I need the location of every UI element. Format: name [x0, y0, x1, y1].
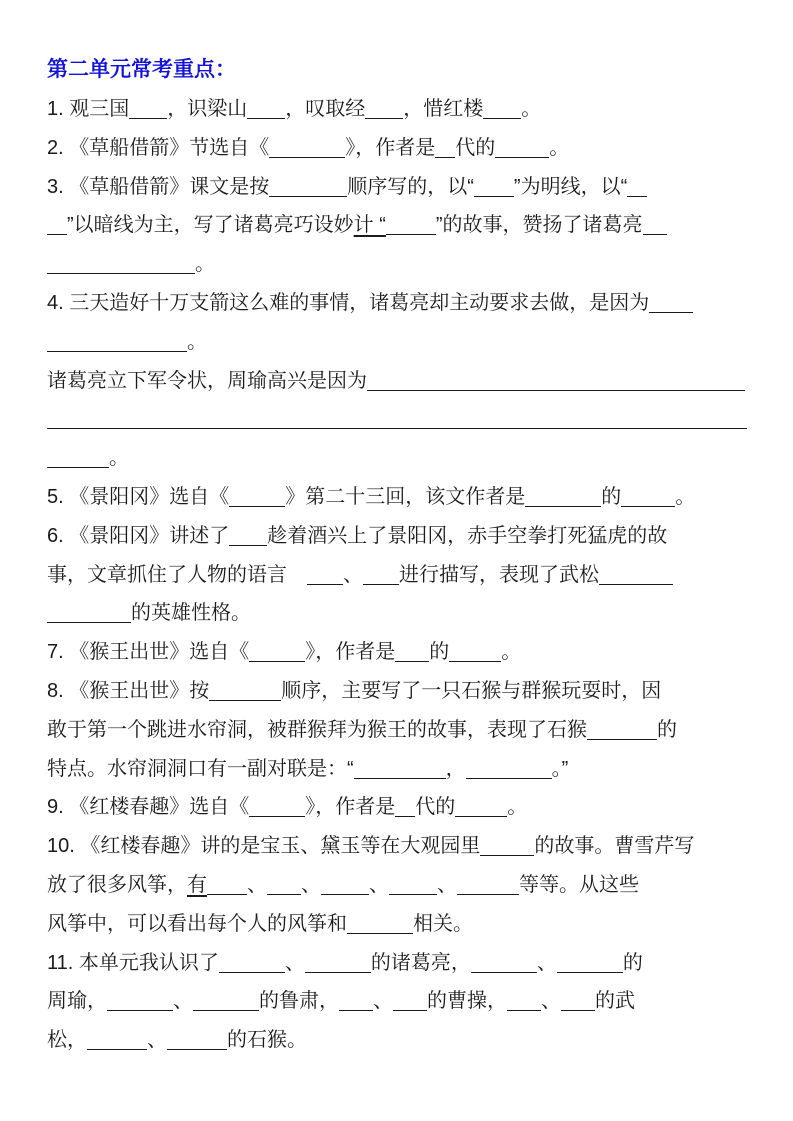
text-run: 8. 《猴王出世》按 [47, 679, 210, 702]
text-run: 代的 [415, 796, 456, 819]
text-run: 进行描写，表现了武松 [399, 563, 599, 586]
text-run: 诸葛亮立下军令状，周瑜高兴是因为 [47, 369, 367, 392]
text-run: 代的 [455, 136, 496, 159]
text-run: 》第二十三回，该文作者是 [285, 485, 526, 508]
question-11-line-2 [47, 982, 747, 1021]
text-run: 的鲁肃， [259, 990, 339, 1013]
fill-blank [389, 893, 437, 895]
text-run: 。 [675, 485, 696, 508]
fill-blank [457, 893, 519, 895]
fill-blank [386, 233, 436, 235]
text-run: 的 [657, 718, 677, 741]
text-run: 、 [147, 1029, 167, 1052]
fill-blank [627, 195, 647, 197]
fill-blank [495, 156, 549, 158]
question-8-line-3 [47, 750, 747, 789]
question-4-line-1 [47, 284, 747, 323]
text-run: ”的故事，赞扬了诸葛亮 [435, 214, 643, 237]
fill-blank [107, 1009, 173, 1011]
text-run: ，惜红楼 [403, 98, 484, 120]
text-run: 。 [501, 641, 522, 664]
fill-blank [561, 1009, 595, 1011]
text-run: 。 [187, 330, 207, 353]
text-run: 的石猴。 [227, 1029, 307, 1052]
text-run: 风筝中，可以看出每个人的风筝和 [47, 912, 347, 935]
fill-blank [393, 1009, 427, 1011]
question-6-line-3 [47, 594, 747, 633]
fill-blank [47, 427, 747, 429]
text-run: 、 [343, 563, 363, 586]
fill-blank [87, 1048, 147, 1050]
text-run: 、 [247, 873, 267, 896]
fill-blank [229, 505, 285, 507]
fill-blank [209, 699, 281, 701]
text-run: 、 [173, 990, 193, 1013]
text-run: 的诸葛亮， [370, 951, 471, 974]
question-4b-line-3 [47, 439, 747, 478]
fill-blank [47, 272, 195, 274]
text-run: 7. 《猴王出世》选自《 [47, 641, 250, 664]
fill-blank [466, 777, 552, 779]
fill-blank [507, 1009, 541, 1011]
text-run: ，识梁山 [167, 98, 248, 120]
question-4b-line-1 [47, 362, 747, 401]
text-run: ，叹取经 [285, 98, 366, 120]
text-run: 等等。从这些 [519, 873, 639, 896]
text-run: 4. 三天造好十万支箭这么难的事情，诸葛亮却主动要求去做，是因为 [47, 291, 650, 314]
fill-blank [267, 893, 301, 895]
question-3-line-3 [47, 245, 747, 284]
text-run: 。 [109, 447, 129, 470]
underlined-text: 计 “ [353, 214, 386, 237]
document-title: 第二单元常考重点： [47, 58, 236, 81]
text-run: 相关。 [413, 912, 473, 935]
fill-blank [269, 156, 345, 158]
text-run: 放了很多风筝， [47, 873, 187, 896]
text-run: ”为明线，以“ [513, 175, 628, 198]
text-run: 。 [507, 796, 528, 819]
question-3-line-1 [47, 168, 747, 207]
text-run: 顺序，主要写了一只石猴与群猴玩耍时，因 [281, 679, 662, 702]
fill-blank [365, 117, 403, 119]
text-run: 1. 观三国 [47, 98, 130, 120]
fill-blank [395, 815, 415, 817]
fill-blank [193, 1009, 259, 1011]
text-run: 2. 《草船借箭》节选自《 [47, 136, 270, 159]
question-5 [47, 478, 747, 517]
question-11-line-3 [47, 1021, 747, 1060]
fill-blank [435, 156, 455, 158]
fill-blank [474, 195, 514, 197]
question-8-line-2 [47, 711, 747, 750]
fill-blank [557, 971, 623, 973]
fill-blank [480, 854, 534, 856]
text-run: 的 [622, 951, 643, 974]
text-run: 》，作者是 [305, 641, 396, 664]
question-9 [47, 788, 747, 827]
text-run: 、 [437, 873, 457, 896]
text-run: ， [445, 757, 466, 780]
text-run: 的曹操， [427, 990, 507, 1013]
text-run: 9. 《红楼春趣》选自《 [47, 796, 250, 819]
text-run: 周瑜， [47, 990, 107, 1013]
fill-blank [129, 117, 167, 119]
fill-blank [307, 583, 343, 585]
text-run: 事，文章抓住了人物的语言 [47, 563, 307, 586]
text-run: 。” [551, 757, 569, 780]
question-1 [47, 90, 747, 129]
underlined-text: 有 [187, 873, 207, 896]
fill-blank [643, 233, 667, 235]
question-4b-line-2 [47, 400, 747, 439]
fill-blank [47, 621, 131, 623]
text-run: 、 [301, 873, 321, 896]
fill-blank [167, 1048, 227, 1050]
question-7 [47, 633, 747, 672]
fill-blank [449, 660, 501, 662]
text-run: 6. 《景阳冈》讲述了 [47, 524, 230, 547]
text-run: 、 [536, 951, 557, 974]
text-run: 11. 本单元我认识了 [47, 951, 219, 974]
fill-blank [339, 1009, 373, 1011]
text-run: 》，作者是 [345, 136, 436, 159]
text-run: 的武 [595, 990, 635, 1013]
text-run: 敢于第一个跳进水帘洞，被群猴拜为猴王的故事，表现了石猴 [47, 718, 587, 741]
question-6-line-1 [47, 517, 747, 556]
fill-blank [395, 660, 429, 662]
fill-blank [321, 893, 369, 895]
fill-blank [367, 389, 745, 391]
text-run: 5. 《景阳冈》选自《 [47, 485, 230, 508]
text-run: 。 [549, 136, 570, 159]
text-run: 。 [195, 253, 215, 276]
text-run: 、 [284, 951, 305, 974]
text-run: 10. 《红楼春趣》讲的是宝玉、黛玉等在大观园里 [47, 835, 481, 858]
question-3-line-2 [47, 206, 747, 245]
text-run: 、 [541, 990, 561, 1013]
text-run: 特点。水帘洞洞口有一副对联是：“ [47, 757, 354, 780]
text-run: 的故事。曹雪芹写 [534, 835, 695, 858]
fill-blank [483, 117, 521, 119]
document-body [47, 90, 747, 1060]
text-run: 松， [47, 1029, 87, 1052]
fill-blank [305, 971, 371, 973]
question-11-line-1 [47, 944, 747, 983]
fill-blank [249, 815, 305, 817]
fill-blank [354, 777, 446, 779]
fill-blank [363, 583, 399, 585]
question-10-line-2 [47, 866, 747, 905]
text-run: ”以暗线为主，写了诸葛亮巧设妙 [67, 214, 354, 237]
fill-blank [207, 893, 247, 895]
text-run: 3. 《草船借箭》课文是按 [47, 175, 270, 198]
fill-blank [247, 117, 285, 119]
text-run: 的 [429, 641, 450, 664]
fill-blank [249, 660, 305, 662]
fill-blank [269, 195, 347, 197]
question-2 [47, 129, 747, 168]
text-run: 的英雄性格。 [131, 602, 251, 625]
fill-blank [599, 583, 673, 585]
text-run: 的 [601, 485, 622, 508]
fill-blank [47, 233, 67, 235]
text-run: 、 [369, 873, 389, 896]
fill-blank [229, 544, 267, 546]
text-run: 》，作者是 [305, 796, 396, 819]
text-run: 。 [521, 98, 542, 120]
fill-blank [525, 505, 601, 507]
fill-blank [649, 311, 693, 313]
fill-blank [621, 505, 675, 507]
fill-blank [455, 815, 507, 817]
question-4-line-2 [47, 323, 747, 362]
fill-blank [587, 738, 657, 740]
fill-blank [47, 350, 187, 352]
question-8-line-1 [47, 672, 747, 711]
fill-blank [347, 932, 413, 934]
text-run: 、 [373, 990, 393, 1013]
fill-blank [219, 971, 285, 973]
question-10-line-1 [47, 827, 747, 866]
fill-blank [471, 971, 537, 973]
question-10-line-3 [47, 905, 747, 944]
text-run: 顺序写的，以“ [347, 175, 474, 198]
question-6-line-2 [47, 556, 747, 595]
fill-blank [47, 466, 109, 468]
text-run: 趁着酒兴上了景阳冈，赤手空拳打死猛虎的故 [267, 524, 668, 547]
